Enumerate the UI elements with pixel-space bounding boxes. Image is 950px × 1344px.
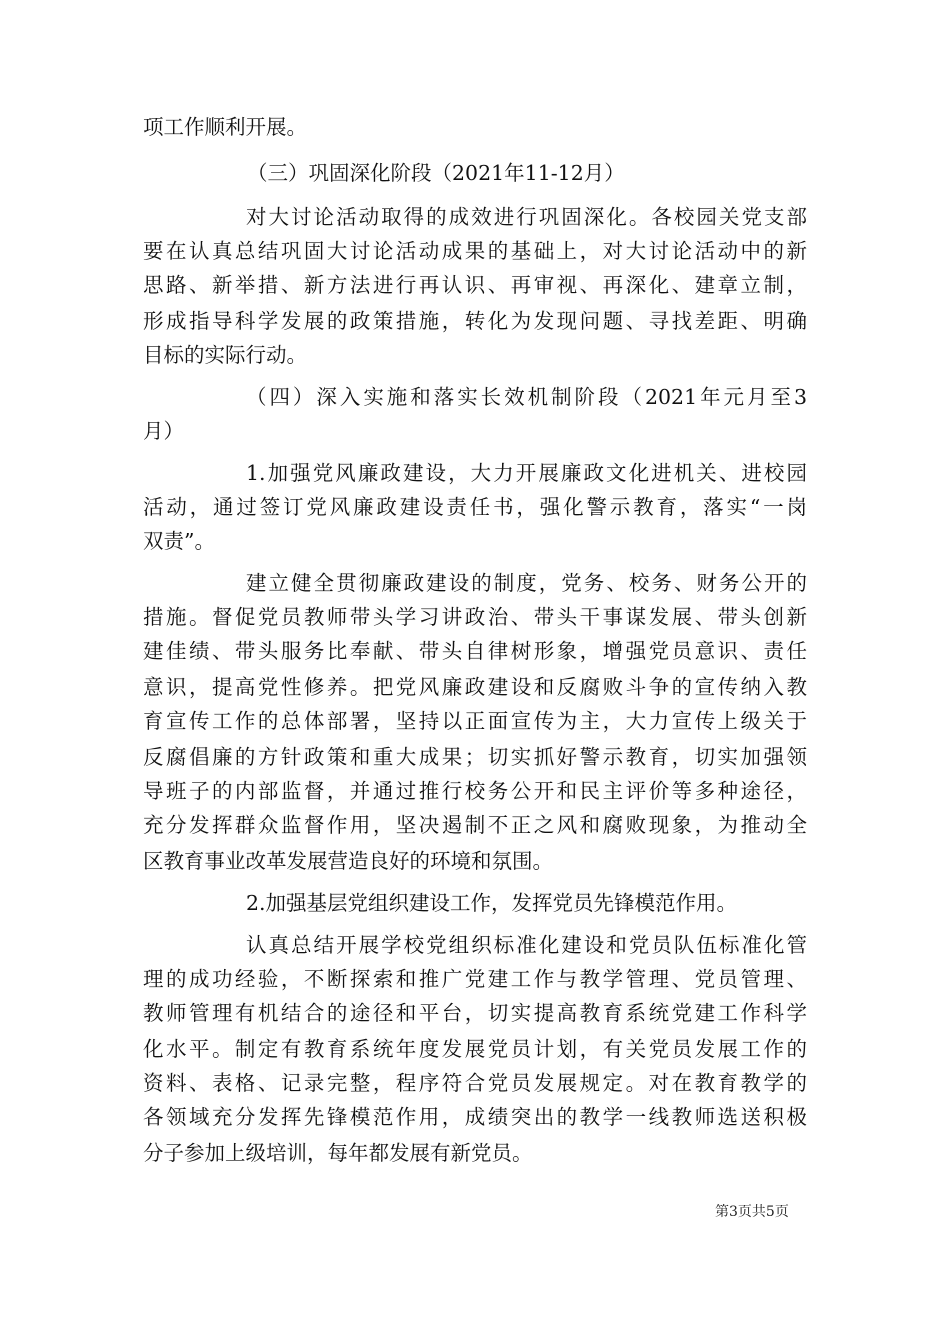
text-line-5: 思路、新举措、新方法进行再认识、再审视、再深化、建章立制， — [143, 273, 807, 297]
text-line-17: 育宣传工作的总体部署，坚持以正面宣传为主，大力宣传上级关于 — [143, 709, 807, 733]
text-line-21: 区教育事业改革发展营造良好的环境和氛围。 — [143, 849, 553, 873]
text-line-13: 建立健全贯彻廉政建设的制度，党务、校务、财务公开的 — [246, 571, 807, 595]
text-line-27: 资料、表格、记录完整，程序符合党员发展规定。对在教育教学的 — [143, 1071, 807, 1095]
text-line-26: 化水平。制定有教育系统年度发展党员计划，有关党员发展工作的 — [143, 1037, 807, 1061]
text-line-11: 活动，通过签订党风廉政建设责任书，强化警示教育，落实“一岗 — [143, 495, 807, 519]
text-line-6: 形成指导科学发展的政策措施，转化为发现问题、寻找差距、明确 — [143, 309, 807, 333]
text-line-14: 措施。督促党员教师带头学习讲政治、带头干事谋发展、带头创新 — [143, 605, 807, 629]
section-heading-4-cont: 月） — [143, 419, 184, 443]
text-line-12: 双责”。 — [143, 529, 215, 553]
text-line-22: 2.加强基层党组织建设工作，发挥党员先锋模范作用。 — [246, 891, 738, 915]
text-line-24: 理的成功经验，不断探索和推广党建工作与教学管理、党员管理、 — [143, 967, 807, 991]
text-line-29: 分子参加上级培训，每年都发展有新党员。 — [143, 1141, 533, 1165]
text-line-28: 各领域充分发挥先锋模范作用，成绩突出的教学一线教师选送积极 — [143, 1105, 807, 1129]
text-line-25: 教师管理有机结合的途径和平台，切实提高教育系统党建工作科学 — [143, 1001, 807, 1025]
text-line-4: 要在认真总结巩固大讨论活动成果的基础上，对大讨论活动中的新 — [143, 239, 807, 263]
text-line-18: 反腐倡廉的方针政策和重大成果；切实抓好警示教育，切实加强领 — [143, 745, 807, 769]
text-line-20: 充分发挥群众监督作用，坚决遏制不正之风和腐败现象，为推动全 — [143, 813, 807, 837]
text-line-15: 建佳绩、带头服务比奉献、带头自律树形象，增强党员意识、责任 — [143, 639, 807, 663]
section-heading-4: （四）深入实施和落实长效机制阶段（2021年元月至3 — [246, 385, 807, 409]
text-line-23: 认真总结开展学校党组织标准化建设和党员队伍标准化管 — [246, 933, 807, 957]
page-number-footer: 第3页共5页 — [715, 1204, 789, 1220]
section-heading-3: （三）巩固深化阶段（2021年11-12月） — [247, 161, 625, 185]
text-line-19: 导班子的内部监督，并通过推行校务公开和民主评价等多种途径， — [143, 779, 807, 803]
text-line-16: 意识，提高党性修养。把党风廉政建设和反腐败斗争的宣传纳入教 — [143, 675, 807, 699]
text-line-3: 对大讨论活动取得的成效进行巩固深化。各校园关党支部 — [246, 205, 807, 229]
text-line-10: 1.加强党风廉政建设，大力开展廉政文化进机关、进校园 — [246, 461, 807, 485]
text-line-7: 目标的实际行动。 — [143, 343, 307, 367]
text-line-1: 项工作顺利开展。 — [143, 115, 307, 139]
